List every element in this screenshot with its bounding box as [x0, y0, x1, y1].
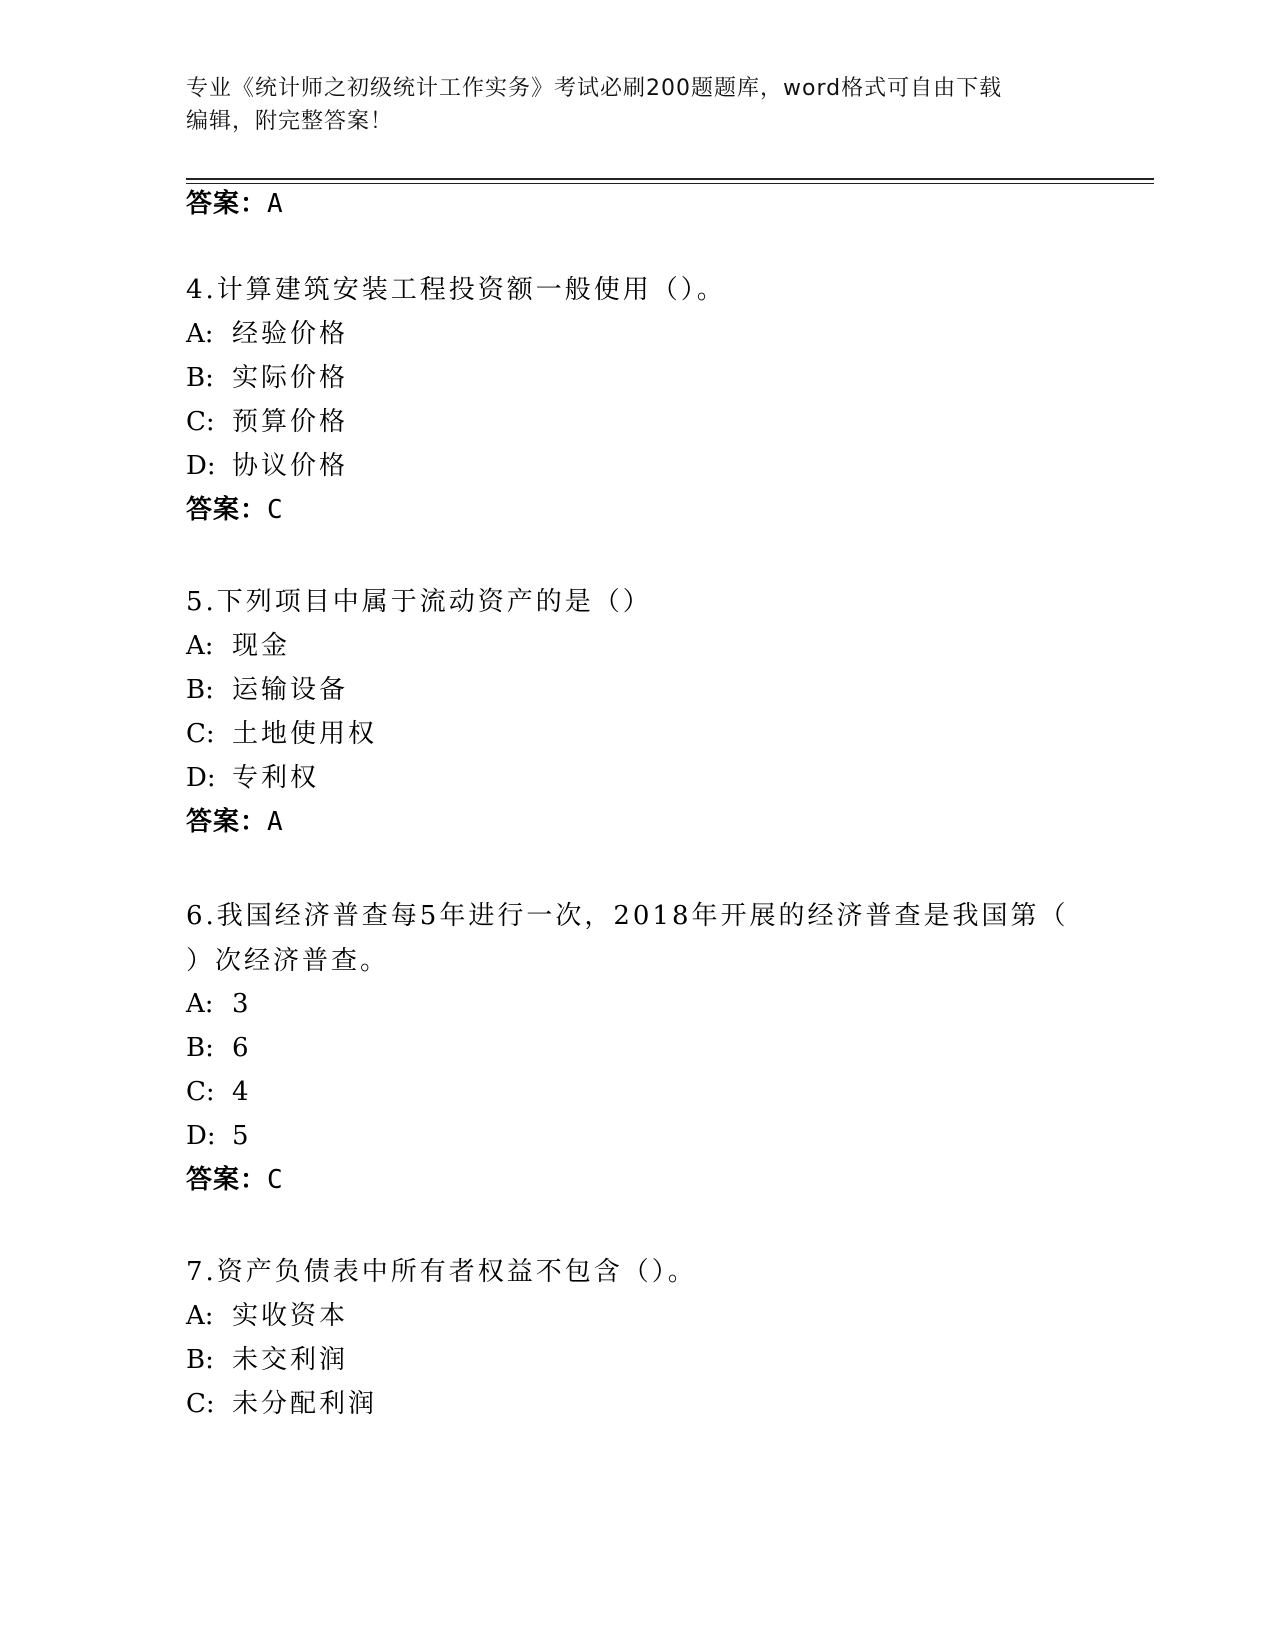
question-5-answer: [186, 804, 284, 840]
question-6-option-b: [186, 1030, 252, 1066]
question-6-line-1: 6.我国经济普查每5年进行一次，2018年开展的经济普查是我国第（: [186, 901, 1069, 931]
option-key: C:: [186, 1077, 215, 1107]
answer-value: C: [267, 1165, 284, 1195]
option-text: 现金: [232, 631, 291, 661]
header-line-1: 专业《统计师之初级统计工作实务》考试必刷200题题库，word格式可自由下载: [186, 76, 1003, 101]
header-divider: [186, 178, 1154, 180]
option-key: A:: [186, 1301, 214, 1331]
question-6-option-d: [186, 1118, 252, 1154]
option-text: 土地使用权: [232, 719, 378, 749]
option-text: 未交利润: [232, 1345, 349, 1375]
question-7-option-b: [186, 1342, 348, 1378]
option-key: B:: [186, 675, 214, 705]
option-text: 经验价格: [232, 319, 349, 349]
question-6-line-2: ）次经济普查。: [186, 946, 390, 976]
option-text: 6: [232, 1033, 252, 1063]
answer-value: A: [267, 189, 284, 219]
answer-label: 答案：: [186, 189, 268, 219]
question-4-option-a: [186, 316, 348, 352]
question-5-option-a: [186, 628, 290, 664]
option-text: 4: [232, 1077, 252, 1107]
document-header: [186, 72, 1086, 138]
option-key: D:: [186, 451, 216, 481]
header-line-2: 编辑，附完整答案！: [186, 109, 394, 134]
answer-prev: [186, 186, 284, 222]
question-5: 5.下列项目中属于流动资产的是（）: [186, 587, 652, 617]
answer-label: 答案：: [186, 807, 268, 837]
question-6-answer: [186, 1162, 284, 1198]
option-key: A:: [186, 631, 214, 661]
question-6-option-a: [186, 986, 252, 1022]
option-key: B:: [186, 1345, 214, 1375]
option-key: B:: [186, 1033, 214, 1063]
option-key: C:: [186, 407, 215, 437]
option-text: 运输设备: [232, 675, 349, 705]
option-text: 实收资本: [232, 1301, 349, 1331]
question-4-answer: [186, 492, 284, 528]
question-5-option-d: [186, 760, 319, 796]
option-key: B:: [186, 363, 214, 393]
question-4-option-d: [186, 448, 348, 484]
question-5-option-b: [186, 672, 348, 708]
question-7: 7.资产负债表中所有者权益不包含（）。: [186, 1257, 697, 1287]
option-text: 3: [232, 989, 252, 1019]
question-4: 4.计算建筑安装工程投资额一般使用（）。: [186, 275, 726, 305]
question-4-option-b: [186, 360, 348, 396]
option-key: C:: [186, 719, 215, 749]
question-6: [186, 894, 1086, 984]
question-7-option-c: [186, 1386, 377, 1422]
option-text: 实际价格: [232, 363, 349, 393]
option-text: 5: [232, 1121, 252, 1151]
question-5-option-c: [186, 716, 377, 752]
option-key: D:: [186, 763, 216, 793]
answer-value: A: [267, 807, 284, 837]
option-text: 协议价格: [232, 451, 349, 481]
question-4-option-c: [186, 404, 348, 440]
answer-label: 答案：: [186, 495, 268, 525]
option-key: A:: [186, 319, 214, 349]
answer-label: 答案：: [186, 1165, 268, 1195]
option-text: 预算价格: [232, 407, 349, 437]
answer-value: C: [267, 495, 284, 525]
option-key: A:: [186, 989, 214, 1019]
option-text: 未分配利润: [232, 1389, 378, 1419]
question-6-option-c: [186, 1074, 252, 1110]
option-text: 专利权: [232, 763, 320, 793]
option-key: C:: [186, 1389, 215, 1419]
option-key: D:: [186, 1121, 216, 1151]
question-7-option-a: [186, 1298, 348, 1334]
header-divider-thin: [186, 183, 1154, 184]
